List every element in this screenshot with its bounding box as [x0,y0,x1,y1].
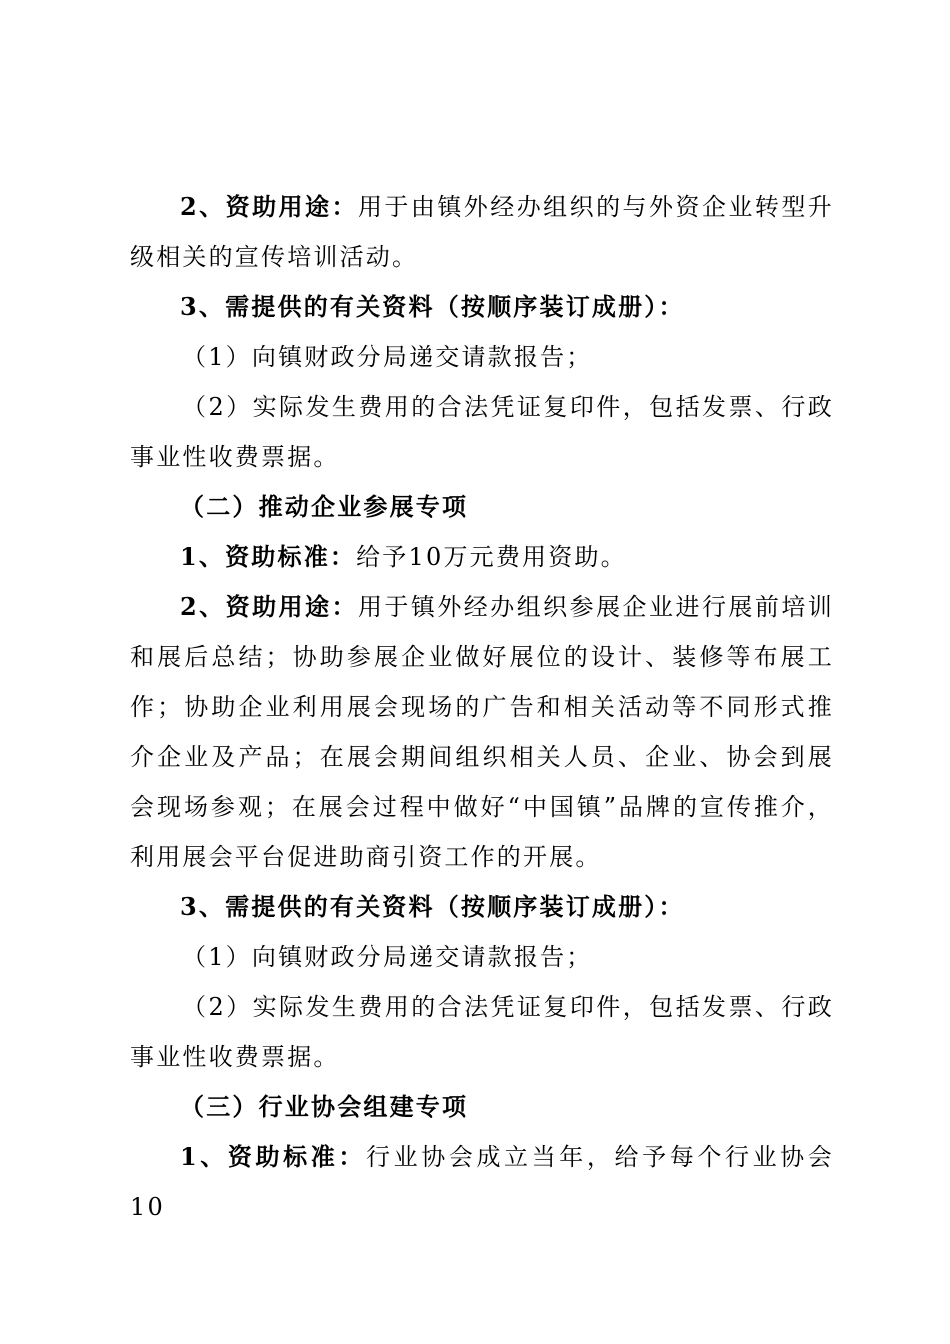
paragraph-funding-standard-2 [130,532,834,582]
section-heading-exhibition [130,482,834,532]
paragraph-text: 用于由镇外经办组织的与外资企业转型升级相关的宣传培训活动。 [130,193,834,271]
document-page [130,182,834,1232]
paragraph-funding-use-1 [130,182,834,282]
paragraph-funding-use-2 [130,582,834,882]
paragraph-material-item-3 [130,932,834,982]
paragraph-required-materials-1 [130,282,834,332]
paragraph-text: （1）向镇财政分局递交请款报告； [182,943,593,971]
paragraph-text: （2）实际发生费用的合法凭证复印件，包括发票、行政事业性收费票据。 [130,393,834,471]
paragraph-label: 3、需提供的有关资料（按顺序装订成册）： [180,292,685,321]
paragraph-label: 1、资助标准： [180,1142,366,1171]
section-heading: （二）推动企业参展专项 [180,492,469,521]
paragraph-text: （2）实际发生费用的合法凭证复印件，包括发票、行政事业性收费票据。 [130,993,834,1071]
paragraph-label: 1、资助标准： [180,542,357,571]
paragraph-text: 行业协会成立当年，给予每个行业协会10 [130,1143,834,1221]
paragraph-text: 用于镇外经办组织参展企业进行展前培训和展后总结；协助参展企业做好展位的设计、装修等布展工作；协助企业利用展会现场的广告和相关活动等不同形式推介企业及产品；在展会期间组织相关人员、企业、协会到展会现场参观；在展会过程中做好“中国镇”品牌的宣传推介，利用展会平台促进助商引资工作的开展。 [130,593,834,871]
paragraph-text: （1）向镇财政分局递交请款报告； [182,343,593,371]
section-heading-association [130,1082,834,1132]
paragraph-material-item-2 [130,382,834,482]
paragraph-material-item-1 [130,332,834,382]
paragraph-funding-standard-3 [130,1132,834,1232]
paragraph-label: 2、资助用途： [180,192,358,221]
paragraph-required-materials-2 [130,882,834,932]
paragraph-label: 2、资助用途： [180,592,358,621]
paragraph-label: 3、需提供的有关资料（按顺序装订成册）： [180,892,685,921]
paragraph-material-item-4 [130,982,834,1082]
paragraph-text: 给予10万元费用资助。 [356,543,627,571]
section-heading: （三）行业协会组建专项 [180,1092,469,1121]
